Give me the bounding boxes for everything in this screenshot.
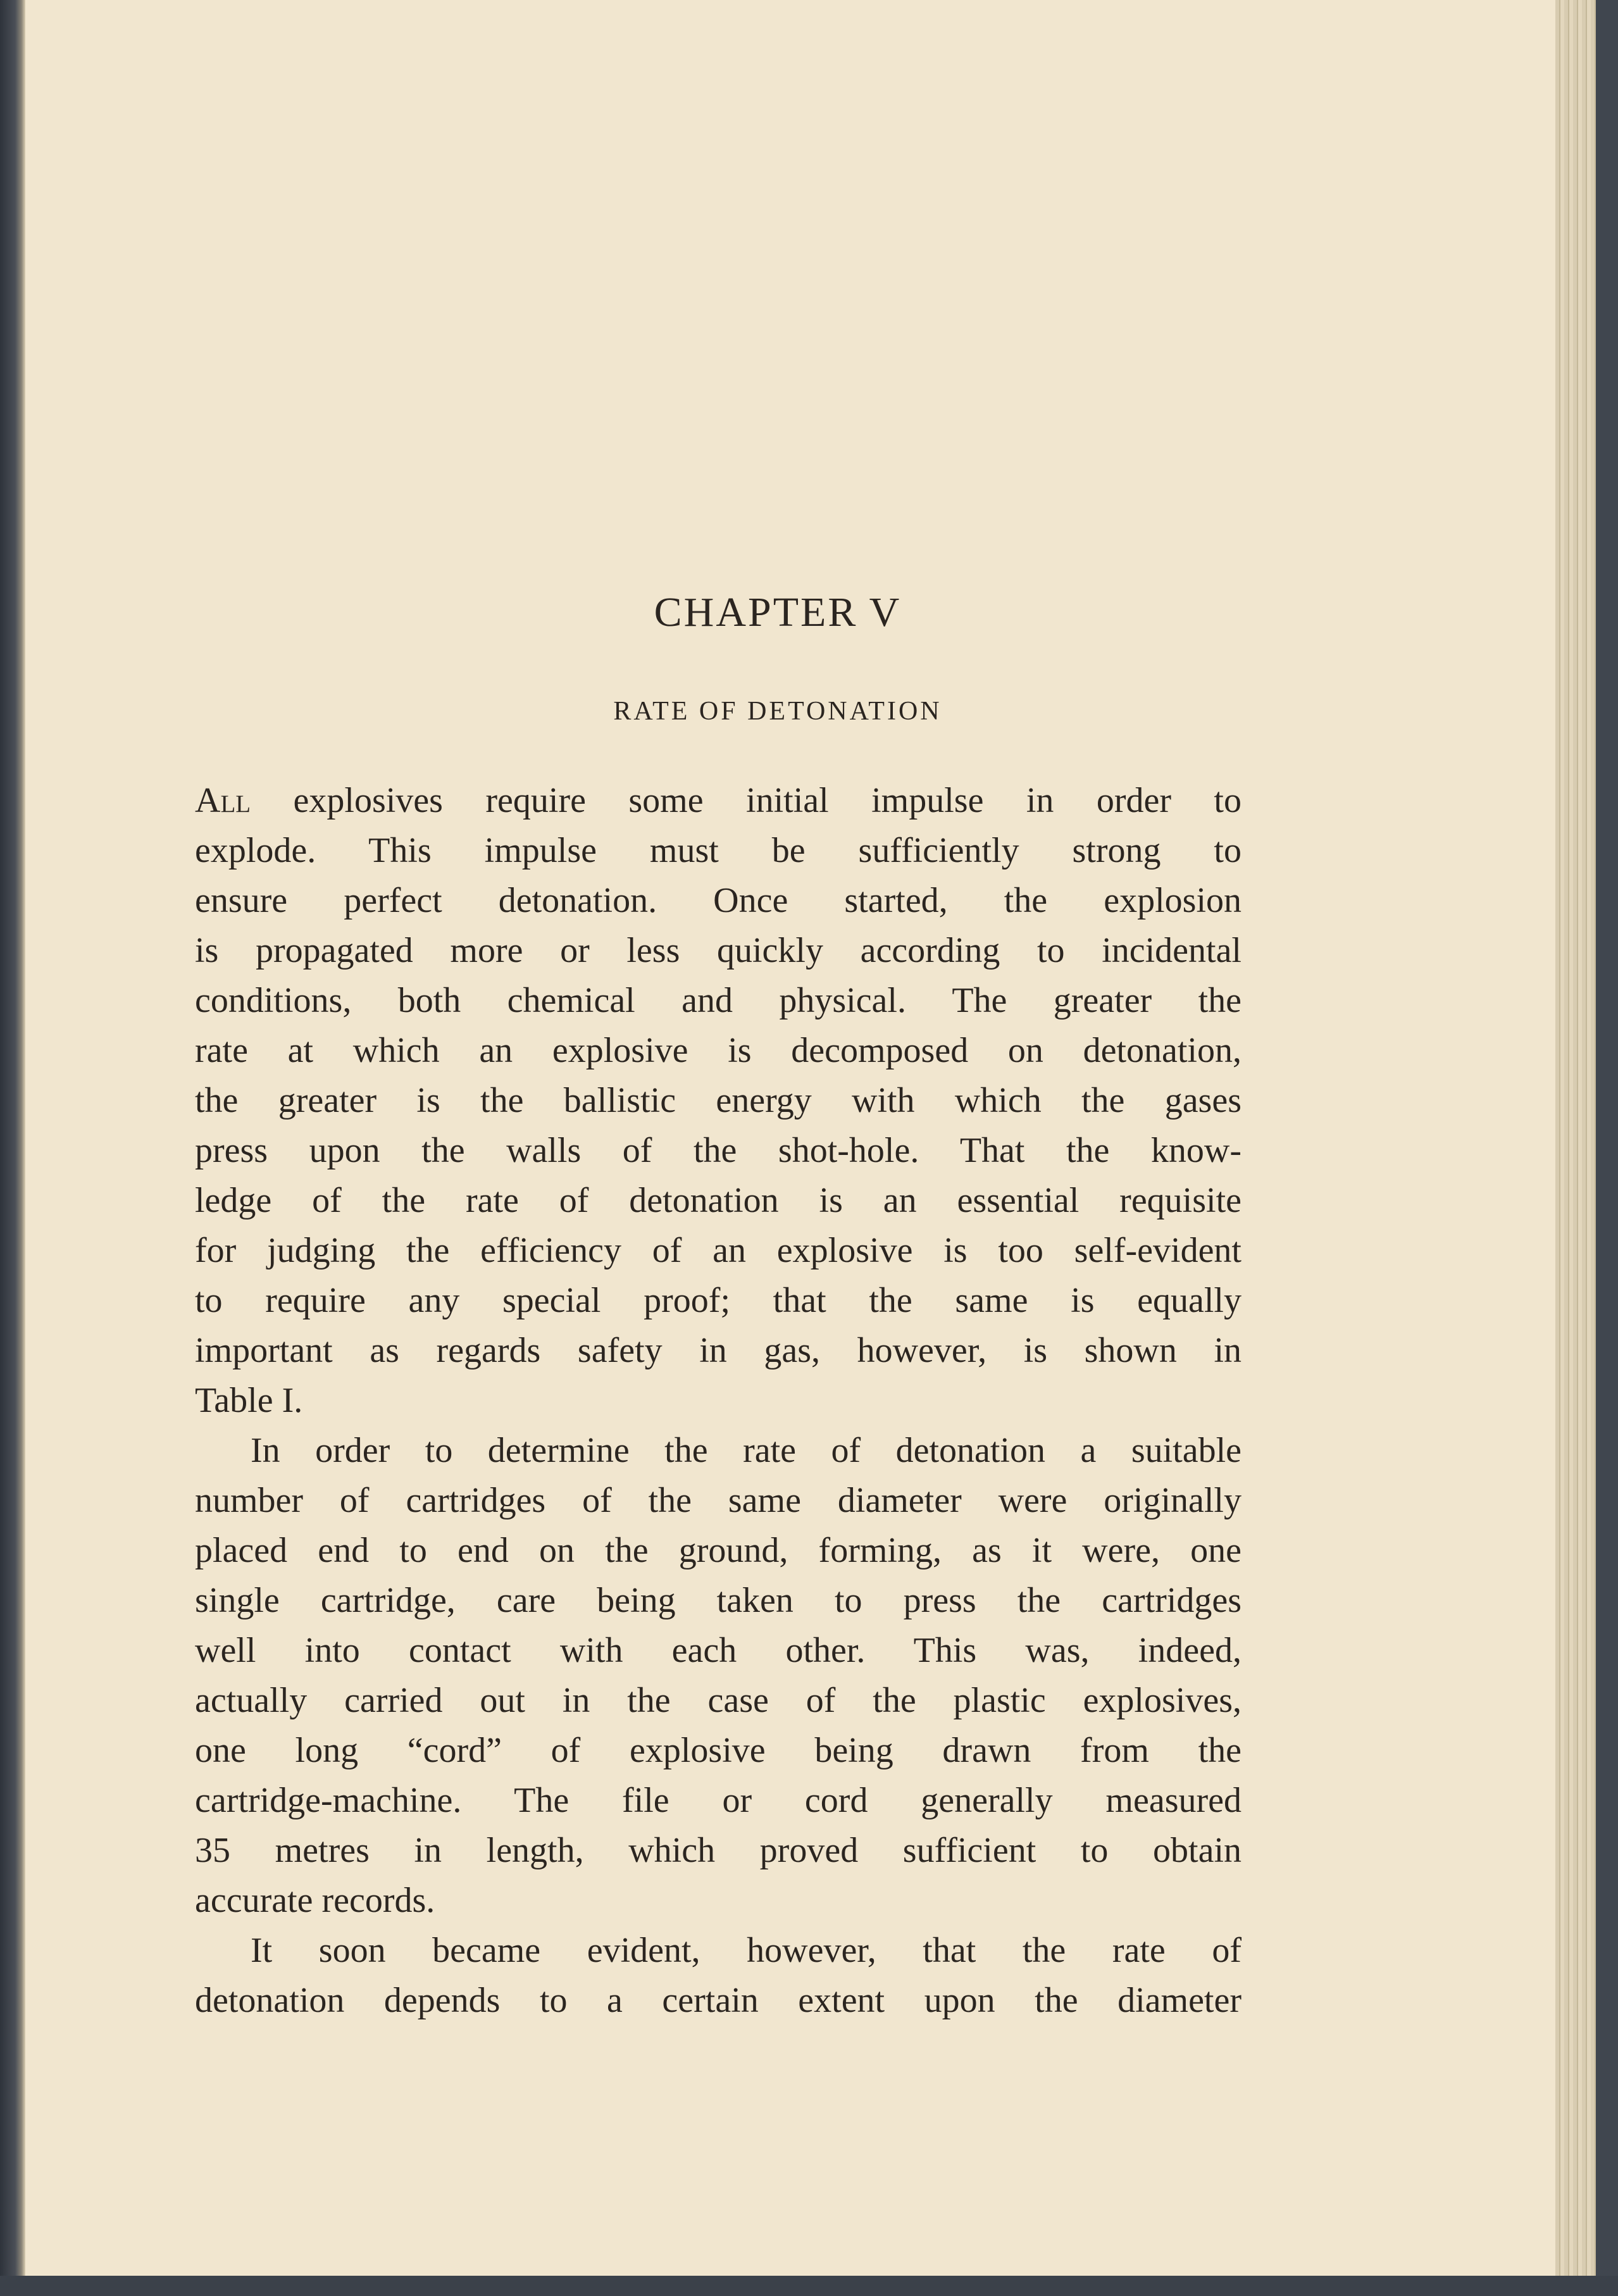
text-line: accurate records. [195,1881,435,1920]
book-cover-bottom [0,2276,1618,2296]
text-line: to require any special proof; that the same is equally [195,1281,1242,1320]
text-line: well into contact with each other. This was, indeed, [195,1631,1242,1670]
page-edges [1555,0,1596,2278]
text-line: 35 metres in length, which proved sufficient to obtain [195,1831,1242,1870]
text-line: the greater is the ballistic energy with which the gases [195,1081,1242,1120]
body-text [195,776,1242,2026]
book-cover-edge [1596,0,1618,2296]
text-line: placed end to end on the ground, forming, as it were, one [195,1531,1242,1570]
text-line: Table I. [195,1381,303,1420]
text-line: single cartridge, care being taken to press the cartridges [195,1581,1242,1620]
text-line: press upon the walls of the shot-hole. That the know- [195,1131,1242,1170]
text-line: detonation depends to a certain extent upon the diameter [195,1981,1242,2020]
chapter-number: CHAPTER V [654,589,902,635]
text-line: cartridge-machine. The file or cord generally measured [195,1781,1242,1820]
chapter-title-text: RATE OF DETONATION [613,697,942,726]
text-line [195,776,1242,826]
text-line: It soon became evident, however, that the rate of [251,1931,1242,1970]
text-line: actually carried out in the case of the plastic explosives, [195,1681,1242,1720]
line-text: explosives require some initial impulse in order to [251,781,1242,820]
text-line: one long “cord” of explosive being drawn from the [195,1731,1242,1770]
chapter-title [0,696,1555,727]
text-line: In order to determine the rate of detonation a suitable [251,1431,1242,1470]
text-line: ensure perfect detonation. Once started, the explosion [195,881,1242,920]
small-caps-lead: All [195,781,251,820]
text-line: conditions, both chemical and physical. The greater the [195,981,1242,1020]
text-line: explode. This impulse must be sufficiently strong to [195,831,1242,870]
text-line: important as regards safety in gas, however, is shown in [195,1331,1242,1370]
text-line: for judging the efficiency of an explosive is too self-evident [195,1231,1242,1270]
text-line: rate at which an explosive is decomposed on detonation, [195,1031,1242,1070]
book-binding [0,0,25,2296]
text-line: ledge of the rate of detonation is an essential requisite [195,1181,1242,1220]
text-line: number of cartridges of the same diameter were originally [195,1481,1242,1520]
text-line: is propagated more or less quickly according to incidental [195,931,1242,970]
chapter-heading [0,589,1555,637]
